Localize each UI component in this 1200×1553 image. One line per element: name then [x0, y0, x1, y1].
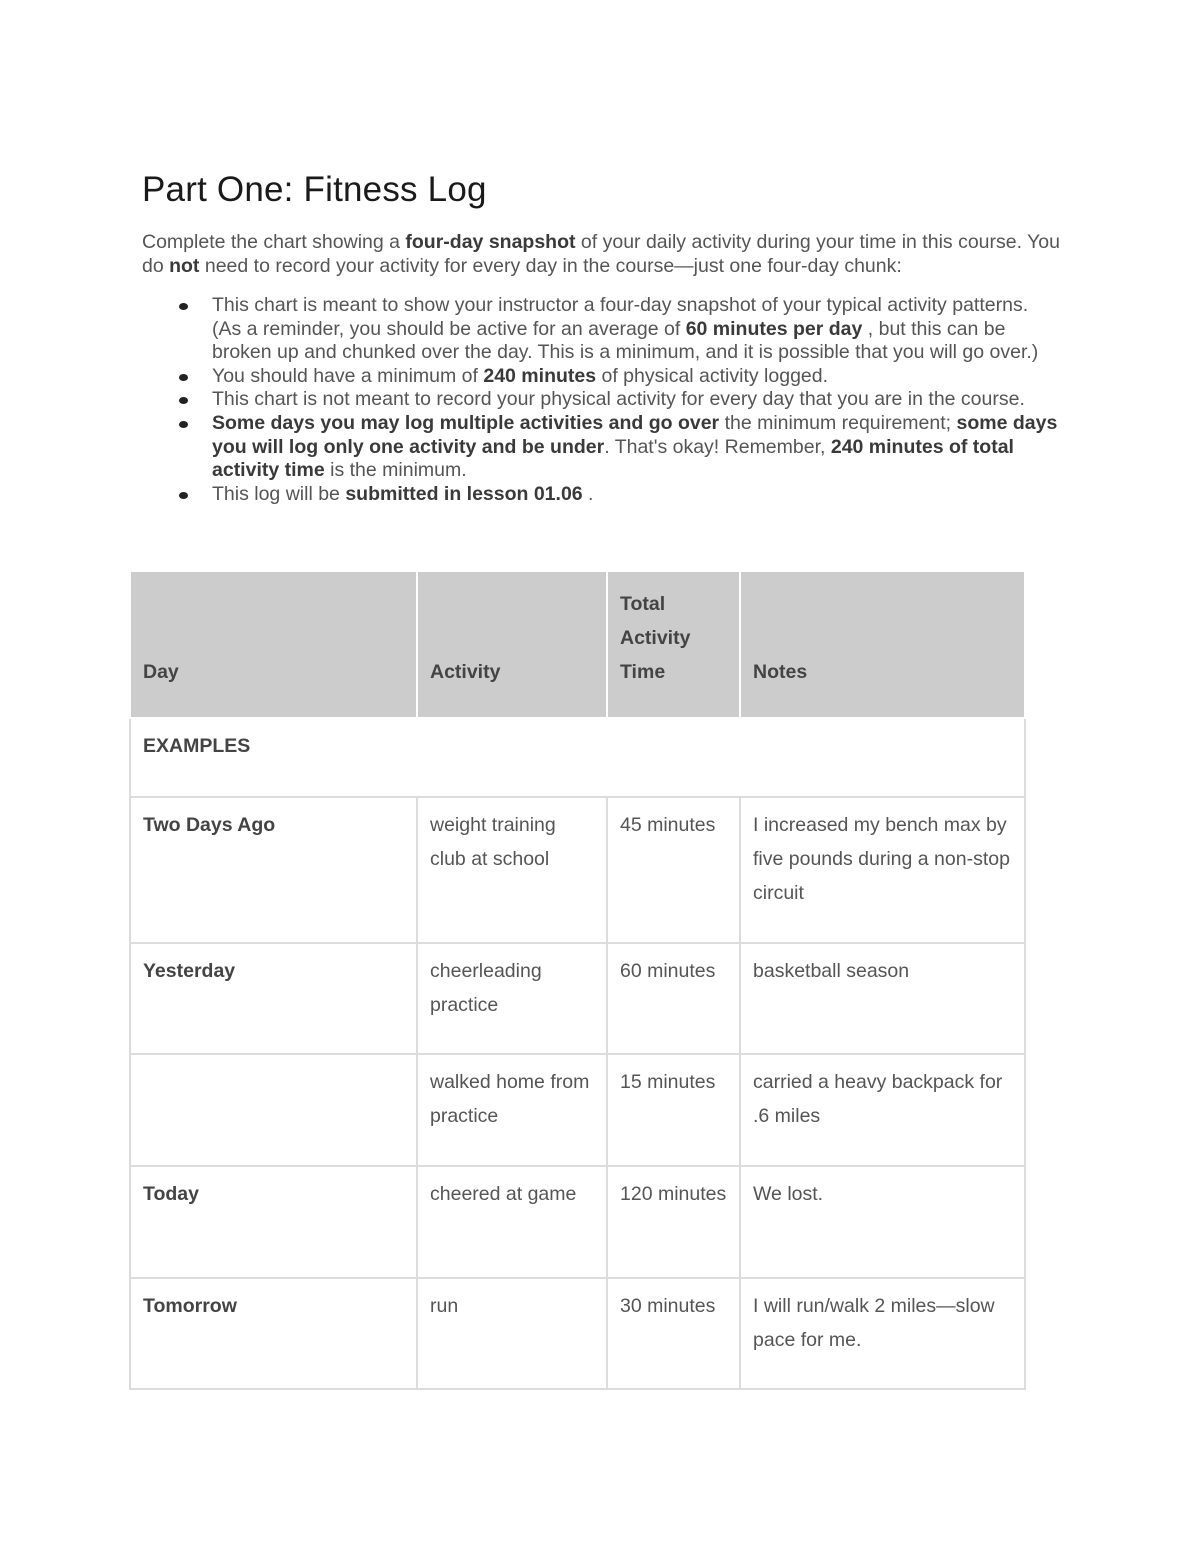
bullet-icon: [179, 303, 188, 310]
cell-time: 30 minutes: [607, 1278, 740, 1389]
examples-label: EXAMPLES: [130, 718, 1025, 797]
cell-time: 45 minutes: [607, 797, 740, 943]
header-total-activity-time: Total Activity Time: [607, 571, 740, 718]
intro-text-2: of your daily activity during your time in this course. You do: [142, 231, 1060, 277]
cell-time: 120 minutes: [607, 1166, 740, 1278]
intro-paragraph: [142, 230, 1072, 278]
bullet-text: . That's okay! Remember,: [604, 435, 831, 458]
cell-notes: I increased my bench max by five pounds during a non-stop circuit: [740, 797, 1025, 943]
table-row: [130, 1278, 1025, 1389]
fitness-log-table: [129, 570, 1026, 1390]
cell-activity: cheerleading practice: [417, 943, 607, 1054]
cell-notes: I will run/walk 2 miles—slow pace for me.: [740, 1278, 1025, 1389]
bullet-text: .: [582, 482, 594, 505]
bullet-text: is the minimum.: [324, 459, 467, 482]
header-activity: Activity: [417, 571, 607, 718]
bullet-icon: [179, 397, 188, 404]
list-item: [142, 294, 1062, 365]
bullet-text: This log will be: [212, 482, 346, 505]
bullet-bold: 240 minutes of total activity time: [212, 435, 1014, 482]
table-row: [130, 1166, 1025, 1278]
bullet-bold: some days you will log only one activity and be under: [212, 411, 1058, 458]
list-item: [142, 365, 1062, 389]
table-row: [130, 797, 1025, 943]
cell-activity: run: [417, 1278, 607, 1389]
bullet-bold: 60 minutes per day: [685, 317, 863, 340]
cell-notes: We lost.: [740, 1166, 1025, 1278]
cell-day: Today: [130, 1166, 417, 1278]
cell-day: Two Days Ago: [130, 797, 417, 943]
cell-day: [130, 1054, 417, 1166]
intro-bold-2: not: [169, 255, 200, 277]
table-row: [130, 1054, 1025, 1166]
bullet-text: the minimum requirement;: [719, 411, 957, 434]
cell-day: Yesterday: [130, 943, 417, 1054]
bullet-text: This chart is not meant to record your physical activity for every day that you are in the course.: [212, 388, 1025, 411]
cell-activity: weight training club at school: [417, 797, 607, 943]
cell-day: Tomorrow: [130, 1278, 417, 1389]
bullet-bold: submitted in lesson 01.06: [345, 482, 583, 505]
bullet-icon: [179, 492, 188, 499]
list-item: [142, 388, 1062, 412]
bullet-text: You should have a minimum of: [212, 364, 484, 387]
bullet-text: This chart is meant to show your instructor a four-day snapshot of your typical activity patterns. (As a reminder, you should be active for an average of: [212, 294, 1029, 340]
cell-notes: carried a heavy backpack for .6 miles: [740, 1054, 1025, 1166]
cell-notes: basketball season: [740, 943, 1025, 1054]
page-title: Part One: Fitness Log: [142, 170, 487, 209]
bullet-text: , but this can be broken up and chunked over the day. This is a minimum, and it is possible that you will go over.): [212, 317, 1039, 364]
header-notes: Notes: [740, 571, 1025, 718]
list-item: [142, 412, 1062, 483]
bullet-text: of physical activity logged.: [596, 364, 829, 387]
intro-bold-1: four-day snapshot: [405, 231, 576, 253]
bullet-icon: [179, 374, 188, 381]
instruction-list: [142, 294, 1062, 506]
cell-time: 15 minutes: [607, 1054, 740, 1166]
bullet-bold: Some days you may log multiple activities and go over: [212, 411, 720, 434]
table-header-row: [130, 571, 1025, 718]
table-row: [130, 943, 1025, 1054]
cell-activity: cheered at game: [417, 1166, 607, 1278]
section-row: [130, 718, 1025, 797]
cell-time: 60 minutes: [607, 943, 740, 1054]
bullet-icon: [179, 421, 188, 428]
header-day: Day: [130, 571, 417, 718]
list-item: [142, 483, 1062, 507]
cell-activity: walked home from practice: [417, 1054, 607, 1166]
intro-text-3: need to record your activity for every day in the course—just one four-day chunk:: [199, 255, 902, 277]
bullet-bold: 240 minutes: [483, 364, 597, 387]
intro-text-1: Complete the chart showing a: [142, 231, 406, 253]
